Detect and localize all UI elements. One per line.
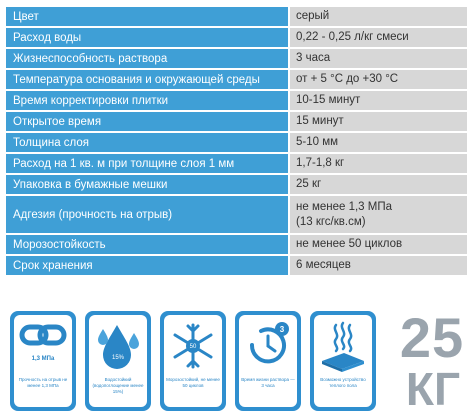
spec-table [6, 7, 467, 277]
spec-label: Расход воды [6, 28, 288, 47]
bag-weight-number: 25 [399, 306, 465, 369]
spec-label: Срок хранения [6, 256, 288, 275]
heated-floor-icon [314, 315, 372, 375]
spec-value: 0,22 - 0,25 л/кг смеси [290, 28, 467, 47]
spec-label: Упаковка в бумажные мешки [6, 175, 288, 194]
spec-row-pot-life [6, 49, 467, 68]
spec-value: не менее 50 циклов [290, 235, 467, 254]
feature-caption: Время жизни раствора — 3 часа [241, 377, 295, 388]
spec-value: серый [290, 7, 467, 26]
spec-row-color [6, 7, 467, 26]
spec-label: Жизнеспособность раствора [6, 49, 288, 68]
spec-value: 1,7-1,8 кг [290, 154, 467, 173]
feature-tile-pot-life [235, 311, 301, 411]
pot-life-hours-label: 3 [279, 325, 285, 334]
spec-label: Толщина слоя [6, 133, 288, 152]
spec-label: Адгезия (прочность на отрыв) [6, 196, 288, 233]
spec-row-adhesion [6, 196, 467, 233]
spec-label: Цвет [6, 7, 288, 26]
spec-row-thickness [6, 133, 467, 152]
spec-value: 25 кг [290, 175, 467, 194]
feature-caption: Морозостойкий, не менее 50 циклов [166, 377, 220, 388]
spec-label: Открытое время [6, 112, 288, 131]
spec-row-water [6, 28, 467, 47]
spec-value-line: не менее 1,3 МПа [296, 201, 393, 214]
snowflake-icon [164, 315, 222, 375]
spec-row-consumption [6, 154, 467, 173]
spec-value: 3 часа [290, 49, 467, 68]
feature-tile-heated-floor [310, 311, 376, 411]
spec-value: 15 минут [290, 112, 467, 131]
adhesion-value-label: 1,3 МПа [31, 356, 55, 362]
feature-tile-adhesion [10, 311, 76, 411]
absorption-value-label: 15% [111, 355, 125, 361]
spec-value: от + 5 °С до +30 °С [290, 70, 467, 89]
spec-row-packaging [6, 175, 467, 194]
spec-row-correction-time [6, 91, 467, 110]
feature-tile-water-resistance [85, 311, 151, 411]
spec-row-frost-resistance [6, 235, 467, 254]
spec-row-shelf-life [6, 256, 467, 275]
spec-value: 10-15 минут [290, 91, 467, 110]
spec-value: 6 месяцев [290, 256, 467, 275]
spec-value-line: (13 кгс/кв.см) [296, 215, 366, 228]
feature-caption: Прочность на отрыв не менее 1,3 МПа [18, 377, 68, 388]
spec-label: Температура основания и окружающей среды [6, 70, 288, 89]
spec-label: Время корректировки плитки [6, 91, 288, 110]
spec-label: Расход на 1 кв. м при толщине слоя 1 мм [6, 154, 288, 173]
feature-tile-frost-resistance [160, 311, 226, 411]
spec-value: 5-10 мм [290, 133, 467, 152]
chain-link-icon [14, 315, 72, 375]
clock-icon [239, 315, 297, 375]
bag-weight-unit: КГ [405, 363, 461, 415]
feature-caption: Возможно устройство теплого пола [320, 377, 366, 388]
spec-label: Морозостойкость [6, 235, 288, 254]
frost-cycles-label: 50 [189, 344, 197, 350]
spec-row-open-time [6, 112, 467, 131]
spec-value [290, 196, 467, 233]
feature-caption: Водостойкий (водопоглощение менее 15%) [92, 377, 144, 394]
spec-row-temperature [6, 70, 467, 89]
water-drops-icon [89, 315, 147, 375]
